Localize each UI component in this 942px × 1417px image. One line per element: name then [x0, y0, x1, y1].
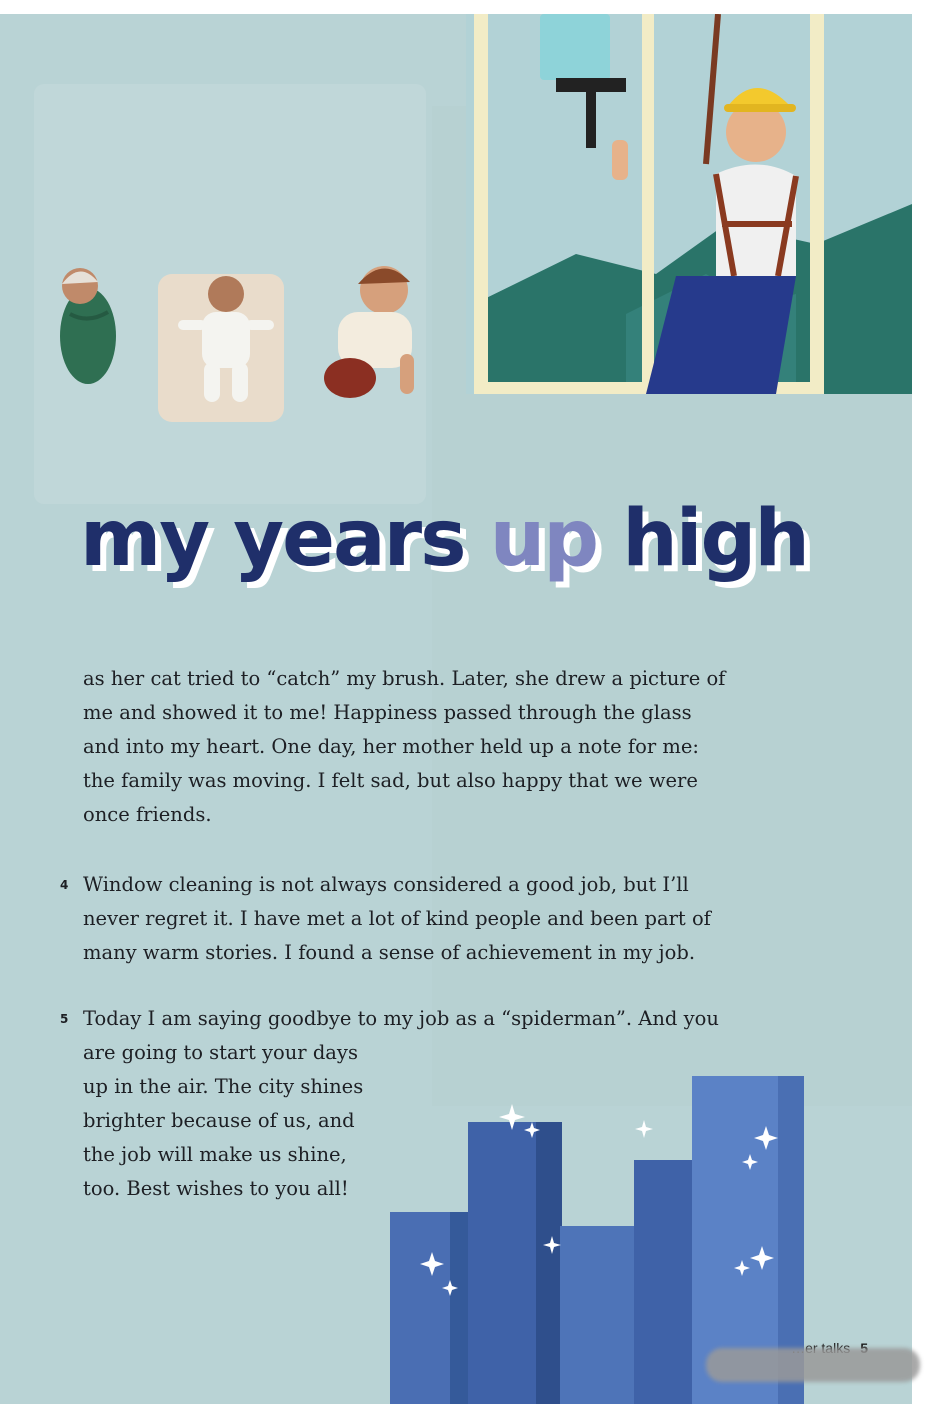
baby-on-blanket-icon: [158, 274, 284, 422]
paragraph-text: as her cat tried to “catch” my brush. Later, she drew a picture of me and showed it to me! Happiness passed through the glass and into my heart. One day, her mother held up a note for me: the family was moving. I felt sad, but also happy that we were once friends.: [83, 667, 726, 826]
title-word: up: [489, 494, 598, 584]
redaction-smudge: [706, 1348, 920, 1382]
page-title: [80, 494, 808, 584]
title-word: high: [622, 494, 808, 584]
paragraph-number: 4: [60, 878, 69, 892]
swaddled-baby-icon: [60, 268, 116, 384]
window-cleaner-illustration: [466, 14, 912, 394]
paragraph-continued: [83, 662, 733, 832]
paragraph-text: Window cleaning is not always considered a good job, but I’ll never regret it. I have met a lot of kind people and been part of many warm stories. I found a sense of achievement in my job.: [83, 873, 711, 964]
paragraph-number: 5: [60, 1012, 69, 1026]
paragraph-text: Today I am saying goodbye to my job as a “spiderman”. And you: [83, 1007, 719, 1030]
paragraph-text: are going to start your days up in the air. The city shines brighter because of us, and the job will make us shine, too. Best wishes to you all!: [83, 1041, 364, 1200]
title-word: years: [233, 494, 465, 584]
book-page: [0, 14, 912, 1404]
babies-illustration: [50, 254, 430, 434]
crawling-toddler-icon: [324, 266, 414, 398]
title-word: my: [80, 494, 209, 584]
